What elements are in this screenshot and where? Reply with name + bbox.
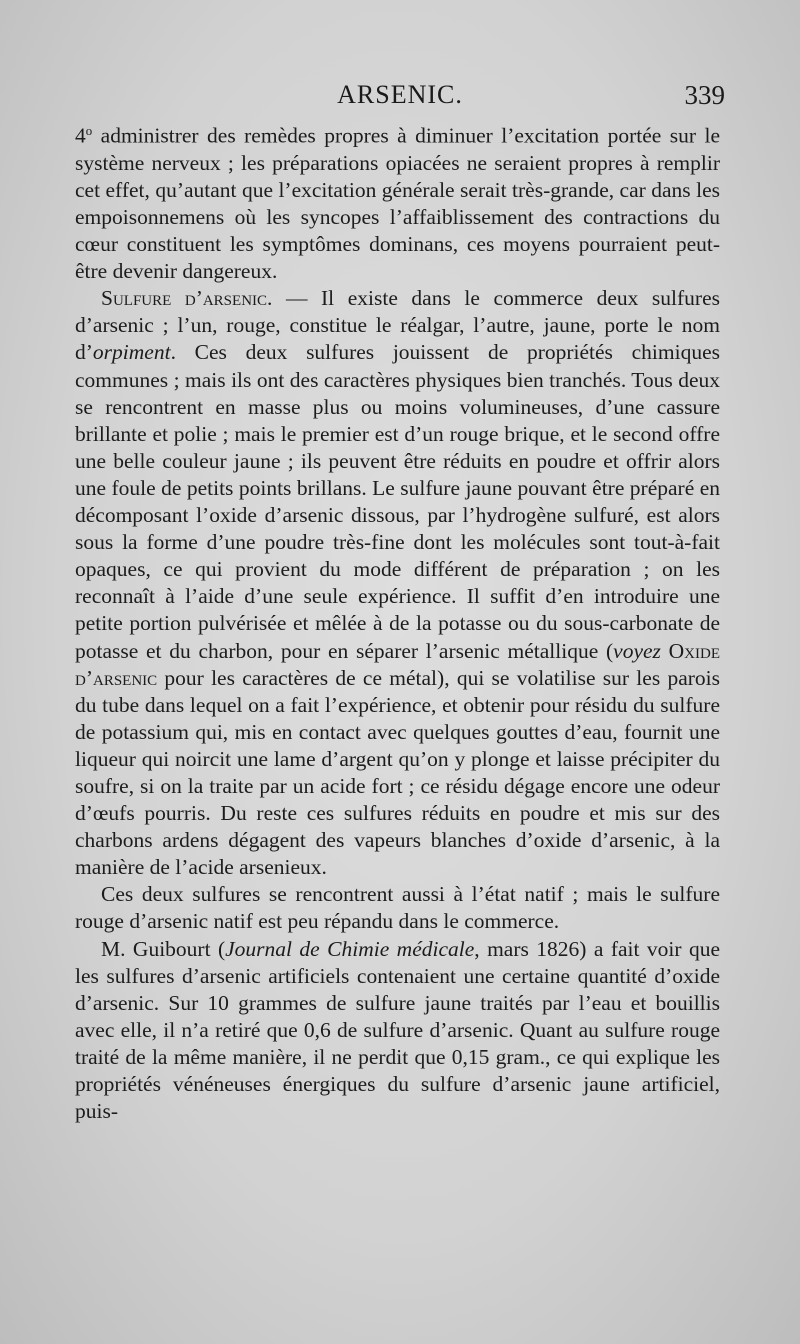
list-number: 4	[75, 123, 86, 148]
italic-term: orpiment	[92, 340, 171, 365]
paragraph-text: administrer des remèdes propres à diminuer l’excitation portée sur le système nerveux ; les préparations opiacées ne seraient propres à remplir cet effet, qu’autant que l’excitation générale serait très-grande, car dans les empoisonnemens où les syncopes l’affaiblissement des contractions du cœur constituent les symptômes dominans, ces moyens pourraient peut-être devenir dangereux.	[75, 123, 720, 284]
paragraph-text: M. Guibourt (	[101, 936, 226, 961]
italic-reference: voyez	[613, 638, 661, 663]
paragraph-treatment	[75, 118, 720, 285]
paragraph-text: Ces deux sulfures se rencontrent aussi à l’état natif ; mais le sulfure rouge d’arsenic natif est peu répandu dans le commerce.	[75, 882, 720, 934]
section-lead: Sulfure d’arsenic.	[101, 286, 273, 311]
paragraph-text: . Ces deux sulfures jouissent de propriétés chimiques communes ; mais ils ont des caractères physiques bien tranchés. Tous deux se rencontrent en masse plus ou moins volumineuses, d’une cassure brillante et polie ; mais le premier est d’un rouge brique, et le second offre une belle couleur jaune ; ils peuvent être réduits en poudre et offrir alors une foule de petits points brillans. Le sulfure jaune pouvant être préparé en décomposant l’oxide d’arsenic dissous, par l’hydrogène sulfuré, est alors sous la forme d’une poudre très-fine dont les molécules sont tout-à-fait opaques, ce qui provient du mode différent de préparation ; on les reconnaît à l’aide d’une seule expérience. Il suffit d’en introduire une petite portion pulvérisée et mêlée à de la potasse ou du sous-carbonate de potasse et du charbon, pour en séparer l’arsenic métallique (	[75, 340, 720, 663]
paragraph-text: , mars 1826) a fait voir que les sulfures d’arsenic artificiels contenaient une certaine quantité d’oxide d’arsenic. Sur 10 grammes de sulfure jaune traités par l’eau et bouillis avec elle, il n’a retiré que 0,6 de sulfure d’arsenic. Quant au sulfure rouge traité de la même manière, il ne perdit que 0,15 gram., ce qui explique les propriétés vénéneuses énergiques du sulfure d’arsenic jaune artificiel, puis-	[75, 936, 720, 1124]
paragraph-sulfure	[75, 285, 720, 881]
cross-reference: Oxide d’arsenic	[75, 638, 720, 690]
page-number: 339	[684, 80, 725, 110]
body-text	[75, 118, 720, 1125]
paragraph-text: pour les caractères de ce métal), qui se volatilise sur les parois du tube dans lequel on a fait l’expérience, et obtenir pour résidu du sulfure de potassium qui, mis en contact avec quelques gouttes d’eau, fournit une liqueur qui noircit une lame d’argent qu’on y plonge et laisse précipiter du soufre, si on la traite par un acide fort ; ce résidu dégage encore une odeur d’œufs pourris. Du reste ces sulfures réduits en poudre et mis sur des charbons ardens dégagent des vapeurs blanches d’oxide d’arsenic, à la manière de l’acide arsenieux.	[75, 665, 720, 880]
running-title: ARSENIC.	[337, 80, 463, 109]
paragraph-natif	[75, 881, 720, 935]
journal-title: Journal de Chimie médicale	[225, 936, 475, 961]
page-header	[75, 80, 725, 120]
ordinal-superscript: o	[85, 124, 93, 138]
paragraph-guibourt	[75, 936, 720, 1126]
paragraph-text: — Il existe dans le commerce deux sulfures d’arsenic ; l’un, rouge, constitue le réalgar, l’autre, jaune, porte le nom d’	[75, 286, 720, 365]
